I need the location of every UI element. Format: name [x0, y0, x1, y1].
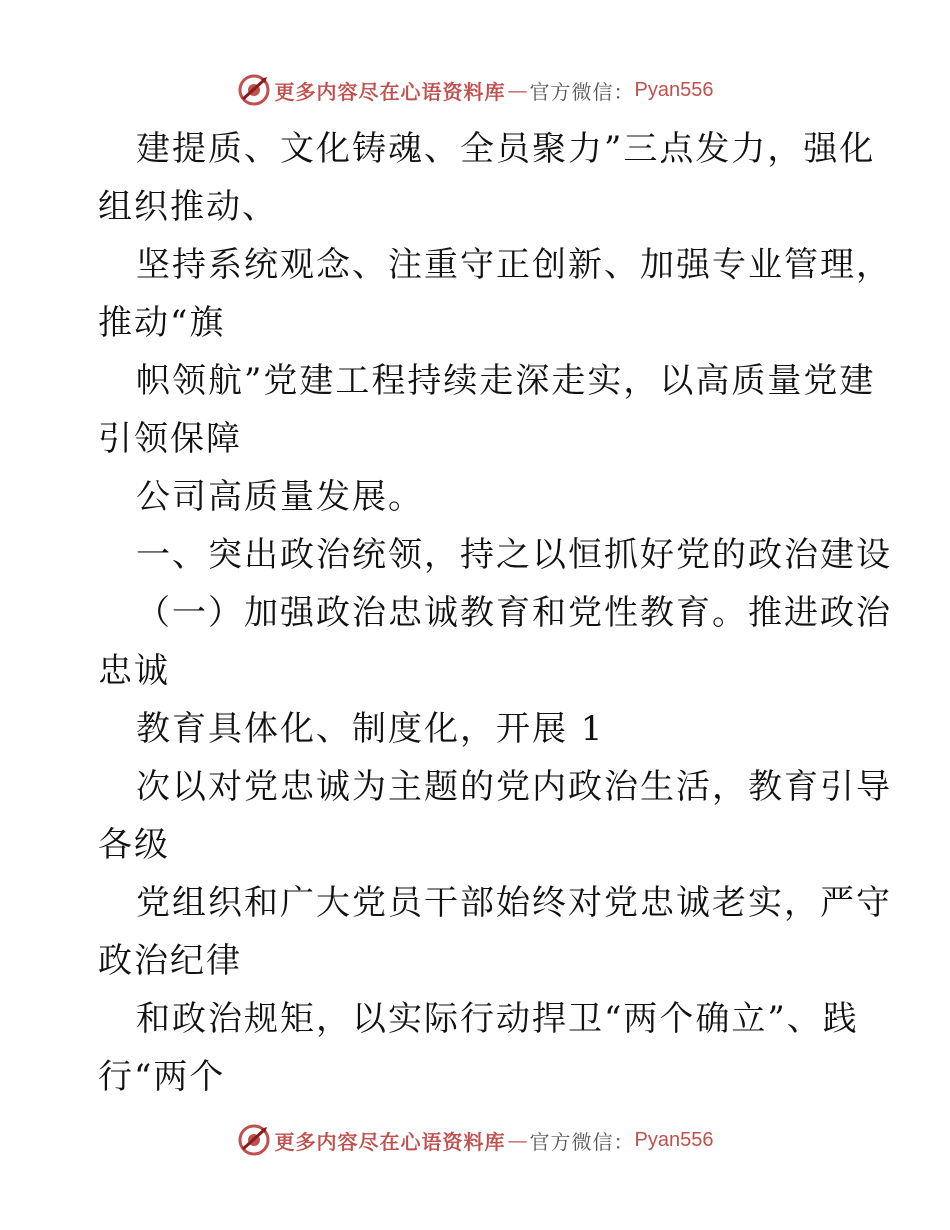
body-line: 各级	[98, 825, 170, 865]
header-wechat-id: Pyan556	[634, 78, 714, 101]
section-heading: 一、突出政治统领，持之以恒抓好党的政治建设	[136, 535, 892, 575]
footer-wechat-label: 官方微信：	[529, 1129, 635, 1154]
body-line: 坚持系统观念、注重守正创新、加强专业管理，	[136, 245, 892, 285]
footer-separator: —	[507, 1128, 528, 1152]
body-line: 次以对党忠诚为主题的党内政治生活，教育引导	[136, 767, 892, 807]
brand-logo-icon	[237, 73, 271, 107]
body-line: 和政治规矩，以实际行动捍卫“两个确立”、践	[136, 999, 859, 1039]
body-line: 党组织和广大党员干部始终对党忠诚老实，严守	[136, 883, 892, 923]
header-banner	[0, 70, 950, 110]
body-line: 公司高质量发展。	[136, 477, 424, 517]
footer-brand-text: 更多内容尽在心语资料库	[274, 1129, 506, 1154]
body-line: 建提质、文化铸魂、全员聚力”三点发力，强化	[136, 129, 876, 169]
header-brand-text: 更多内容尽在心语资料库	[274, 79, 506, 104]
body-line: 推动“旗	[98, 303, 226, 343]
footer-wechat-id: Pyan556	[634, 1128, 714, 1151]
body-line: 政治纪律	[98, 941, 242, 981]
body-line: 教育具体化、制度化，开展 1	[136, 709, 605, 749]
body-line: 引领保障	[98, 419, 242, 459]
body-line: 行“两个	[98, 1057, 226, 1097]
header-wechat-label: 官方微信：	[529, 79, 635, 104]
brand-logo-icon	[237, 1123, 271, 1157]
subsection-heading: （一）加强政治忠诚教育和党性教育。推进政治	[136, 593, 892, 633]
body-line: 忠诚	[98, 651, 170, 691]
footer-banner	[0, 1120, 950, 1160]
body-line: 帜领航”党建工程持续走深走实，以高质量党建	[136, 361, 876, 401]
header-separator: —	[507, 78, 528, 102]
body-line: 组织推动、	[98, 187, 278, 227]
